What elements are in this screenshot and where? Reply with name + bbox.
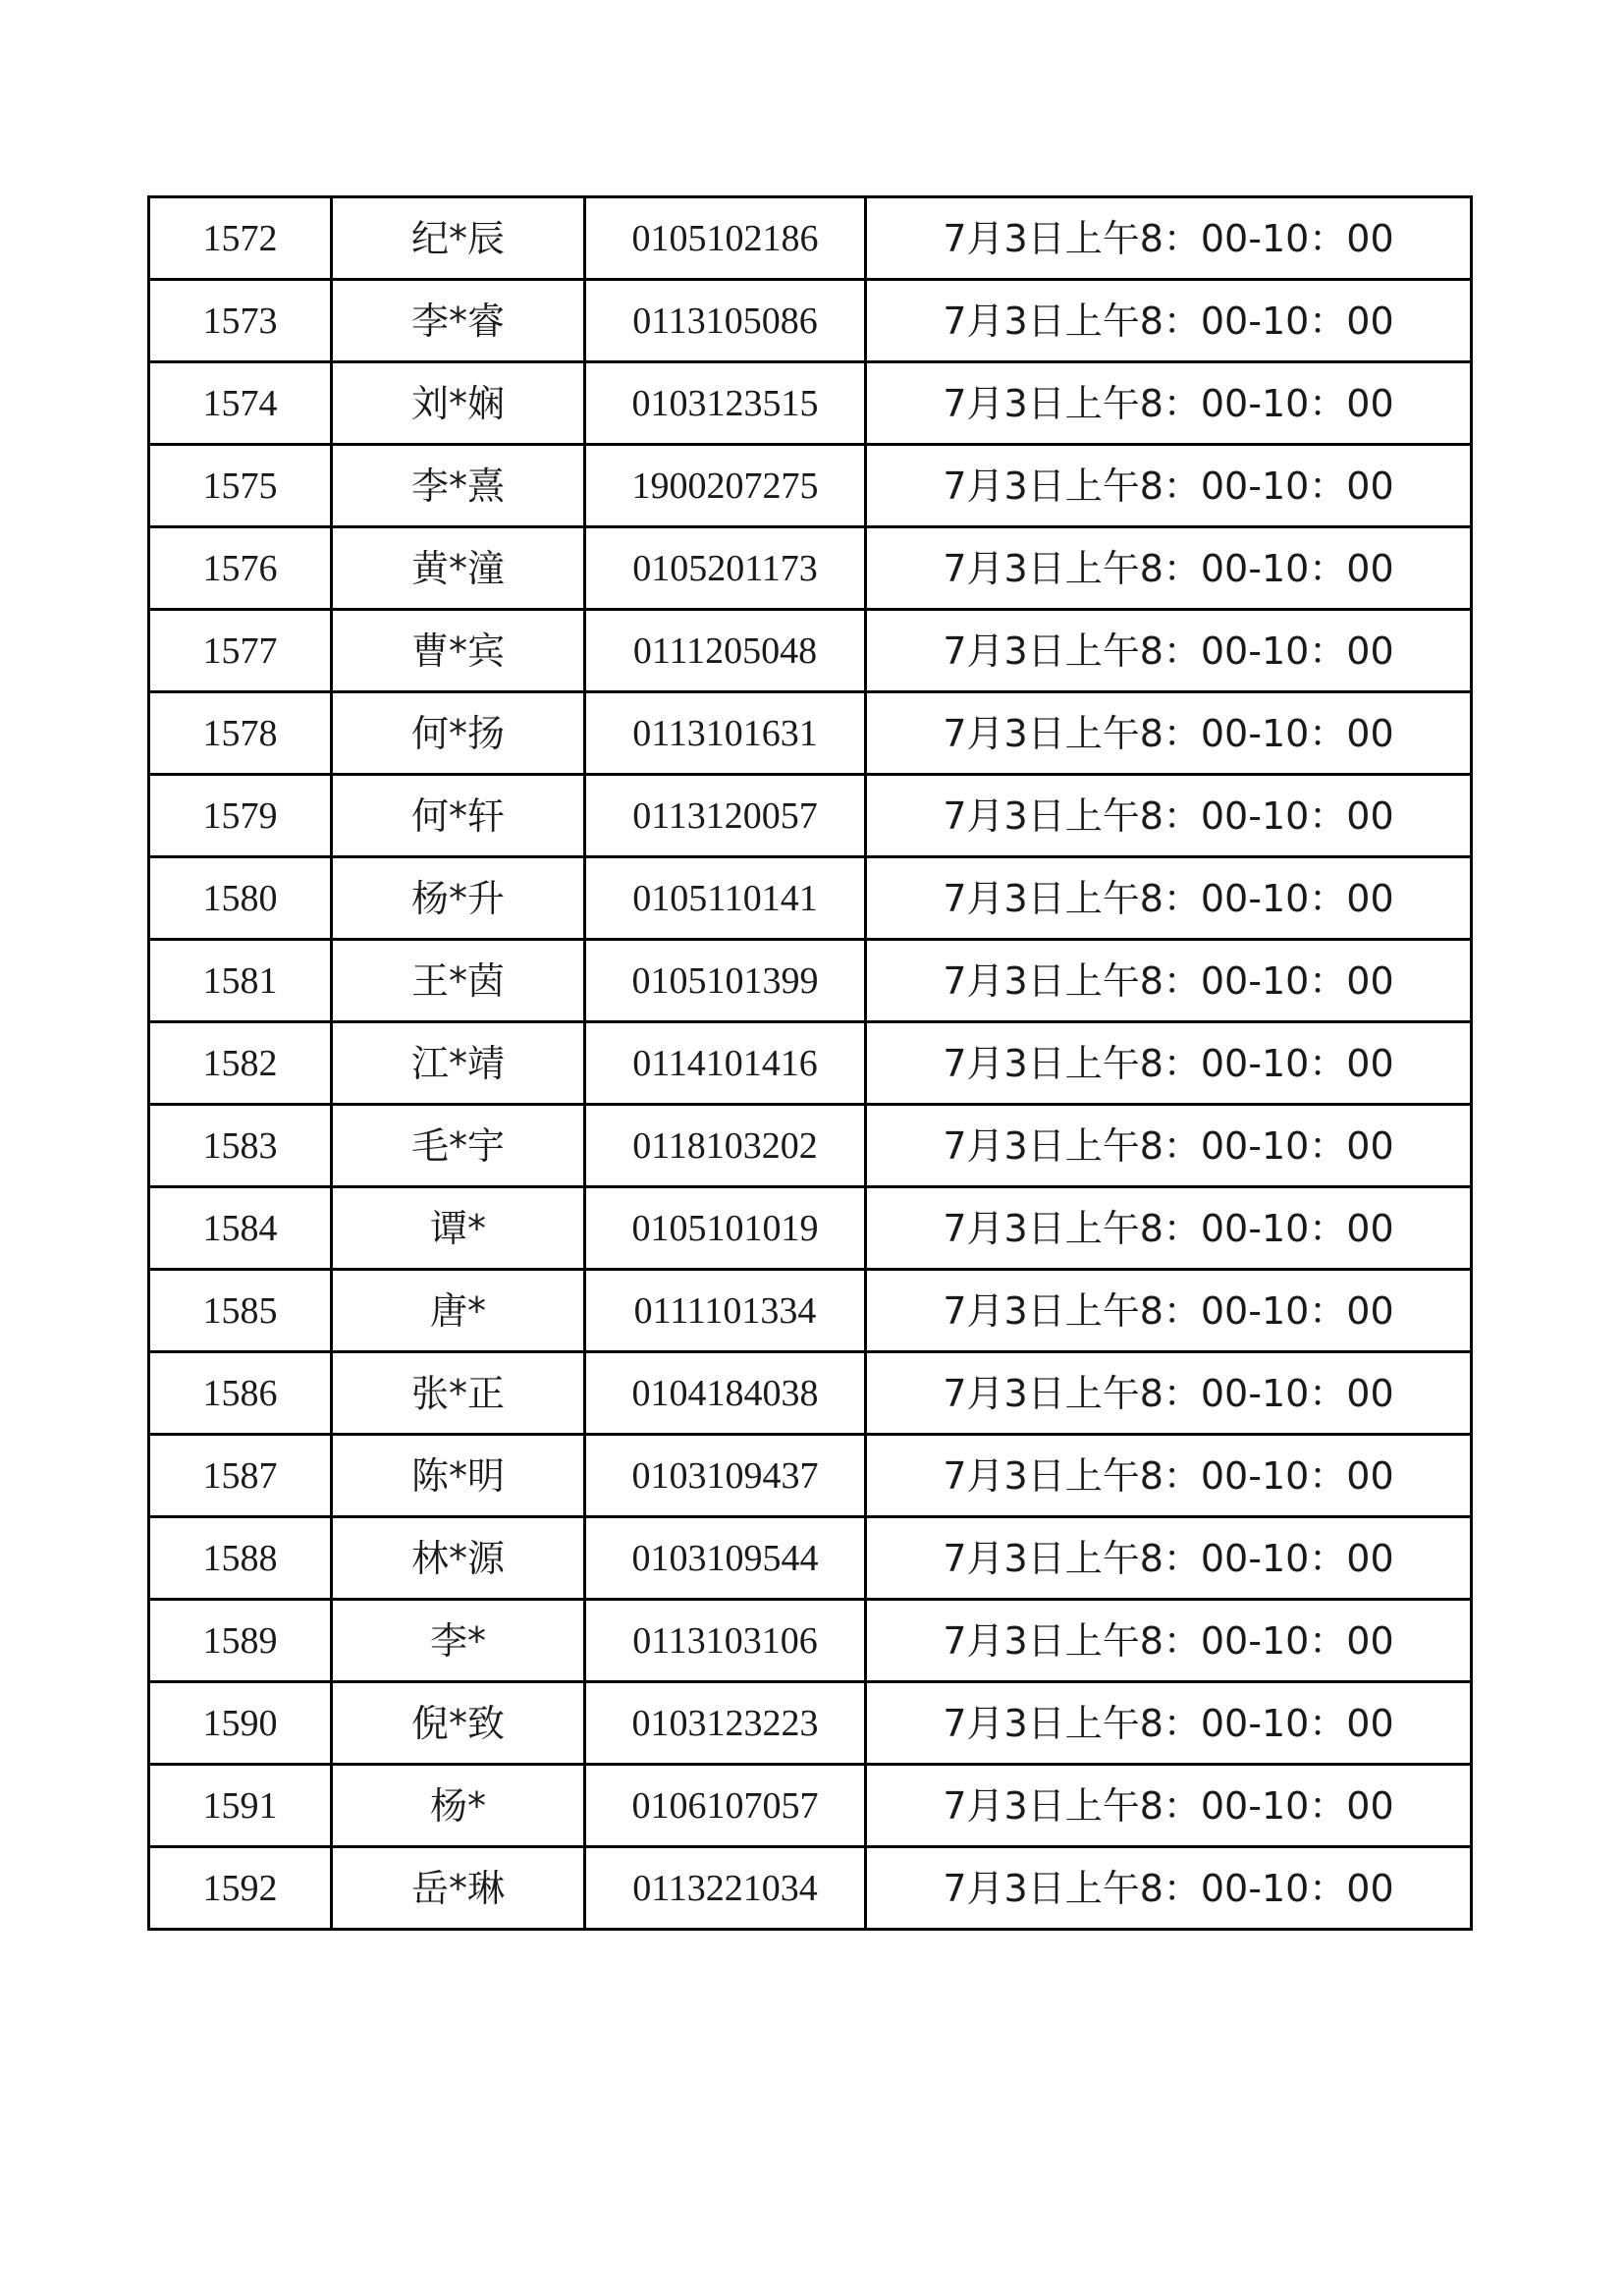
cell-number: 1582 (149, 1022, 332, 1105)
cell-time: 7月3日上午8：00-10：00 (866, 1022, 1472, 1105)
cell-time: 7月3日上午8：00-10：00 (866, 445, 1472, 527)
table-row (149, 1847, 1472, 1930)
cell-name: 李*熹 (332, 445, 585, 527)
table-row (149, 527, 1472, 610)
cell-number: 1583 (149, 1105, 332, 1187)
table-row (149, 1682, 1472, 1765)
cell-id: 0113221034 (585, 1847, 866, 1930)
cell-id: 0113105086 (585, 280, 866, 362)
table-row (149, 692, 1472, 775)
cell-id: 0113120057 (585, 775, 866, 857)
cell-number: 1578 (149, 692, 332, 775)
cell-id: 0103109437 (585, 1435, 866, 1517)
cell-time: 7月3日上午8：00-10：00 (866, 940, 1472, 1022)
cell-id: 0105102186 (585, 197, 866, 280)
cell-id: 0104184038 (585, 1352, 866, 1435)
table-row (149, 197, 1472, 280)
cell-number: 1587 (149, 1435, 332, 1517)
cell-time: 7月3日上午8：00-10：00 (866, 280, 1472, 362)
cell-id: 0103123223 (585, 1682, 866, 1765)
table-row (149, 940, 1472, 1022)
cell-name: 曹*宾 (332, 610, 585, 692)
cell-name: 谭* (332, 1187, 585, 1270)
cell-id: 0105201173 (585, 527, 866, 610)
cell-name: 黄*潼 (332, 527, 585, 610)
table-row (149, 857, 1472, 940)
cell-time: 7月3日上午8：00-10：00 (866, 197, 1472, 280)
cell-name: 陈*明 (332, 1435, 585, 1517)
cell-number: 1579 (149, 775, 332, 857)
cell-time: 7月3日上午8：00-10：00 (866, 1847, 1472, 1930)
cell-name: 江*靖 (332, 1022, 585, 1105)
table-row (149, 1600, 1472, 1682)
cell-number: 1592 (149, 1847, 332, 1930)
cell-time: 7月3日上午8：00-10：00 (866, 775, 1472, 857)
cell-time: 7月3日上午8：00-10：00 (866, 1517, 1472, 1600)
cell-number: 1591 (149, 1765, 332, 1847)
cell-name: 毛*宇 (332, 1105, 585, 1187)
cell-id: 0105101019 (585, 1187, 866, 1270)
cell-time: 7月3日上午8：00-10：00 (866, 1435, 1472, 1517)
cell-number: 1585 (149, 1270, 332, 1352)
cell-id: 0106107057 (585, 1765, 866, 1847)
cell-name: 唐* (332, 1270, 585, 1352)
cell-number: 1572 (149, 197, 332, 280)
cell-name: 张*正 (332, 1352, 585, 1435)
table-row (149, 1765, 1472, 1847)
cell-time: 7月3日上午8：00-10：00 (866, 362, 1472, 445)
table-row (149, 775, 1472, 857)
cell-number: 1573 (149, 280, 332, 362)
cell-name: 林*源 (332, 1517, 585, 1600)
cell-id: 0118103202 (585, 1105, 866, 1187)
cell-name: 杨* (332, 1765, 585, 1847)
table-row (149, 1022, 1472, 1105)
cell-time: 7月3日上午8：00-10：00 (866, 610, 1472, 692)
cell-name: 岳*琳 (332, 1847, 585, 1930)
cell-time: 7月3日上午8：00-10：00 (866, 1270, 1472, 1352)
table-row (149, 1105, 1472, 1187)
cell-name: 何*轩 (332, 775, 585, 857)
cell-time: 7月3日上午8：00-10：00 (866, 1352, 1472, 1435)
cell-name: 王*茵 (332, 940, 585, 1022)
cell-id: 0113103106 (585, 1600, 866, 1682)
cell-name: 李* (332, 1600, 585, 1682)
cell-name: 杨*升 (332, 857, 585, 940)
cell-id: 0111101334 (585, 1270, 866, 1352)
cell-id: 0105101399 (585, 940, 866, 1022)
table-row (149, 1517, 1472, 1600)
cell-name: 李*睿 (332, 280, 585, 362)
cell-time: 7月3日上午8：00-10：00 (866, 692, 1472, 775)
roster-table (147, 195, 1473, 1931)
cell-number: 1590 (149, 1682, 332, 1765)
table-row (149, 280, 1472, 362)
table-row (149, 610, 1472, 692)
cell-time: 7月3日上午8：00-10：00 (866, 1187, 1472, 1270)
cell-time: 7月3日上午8：00-10：00 (866, 527, 1472, 610)
cell-id: 0105110141 (585, 857, 866, 940)
cell-time: 7月3日上午8：00-10：00 (866, 1765, 1472, 1847)
cell-id: 1900207275 (585, 445, 866, 527)
cell-time: 7月3日上午8：00-10：00 (866, 1105, 1472, 1187)
cell-number: 1577 (149, 610, 332, 692)
cell-number: 1581 (149, 940, 332, 1022)
cell-number: 1574 (149, 362, 332, 445)
cell-time: 7月3日上午8：00-10：00 (866, 1682, 1472, 1765)
table-row (149, 1352, 1472, 1435)
cell-name: 何*扬 (332, 692, 585, 775)
cell-number: 1588 (149, 1517, 332, 1600)
cell-name: 刘*娴 (332, 362, 585, 445)
table-row (149, 1435, 1472, 1517)
table-row (149, 362, 1472, 445)
cell-number: 1586 (149, 1352, 332, 1435)
cell-number: 1576 (149, 527, 332, 610)
table-row (149, 1270, 1472, 1352)
cell-id: 0103109544 (585, 1517, 866, 1600)
cell-id: 0103123515 (585, 362, 866, 445)
cell-name: 倪*致 (332, 1682, 585, 1765)
cell-id: 0114101416 (585, 1022, 866, 1105)
cell-id: 0111205048 (585, 610, 866, 692)
roster-table-body (149, 197, 1472, 1930)
table-row (149, 1187, 1472, 1270)
cell-time: 7月3日上午8：00-10：00 (866, 857, 1472, 940)
cell-number: 1584 (149, 1187, 332, 1270)
cell-id: 0113101631 (585, 692, 866, 775)
cell-name: 纪*辰 (332, 197, 585, 280)
cell-number: 1580 (149, 857, 332, 940)
cell-time: 7月3日上午8：00-10：00 (866, 1600, 1472, 1682)
cell-number: 1589 (149, 1600, 332, 1682)
cell-number: 1575 (149, 445, 332, 527)
table-row (149, 445, 1472, 527)
